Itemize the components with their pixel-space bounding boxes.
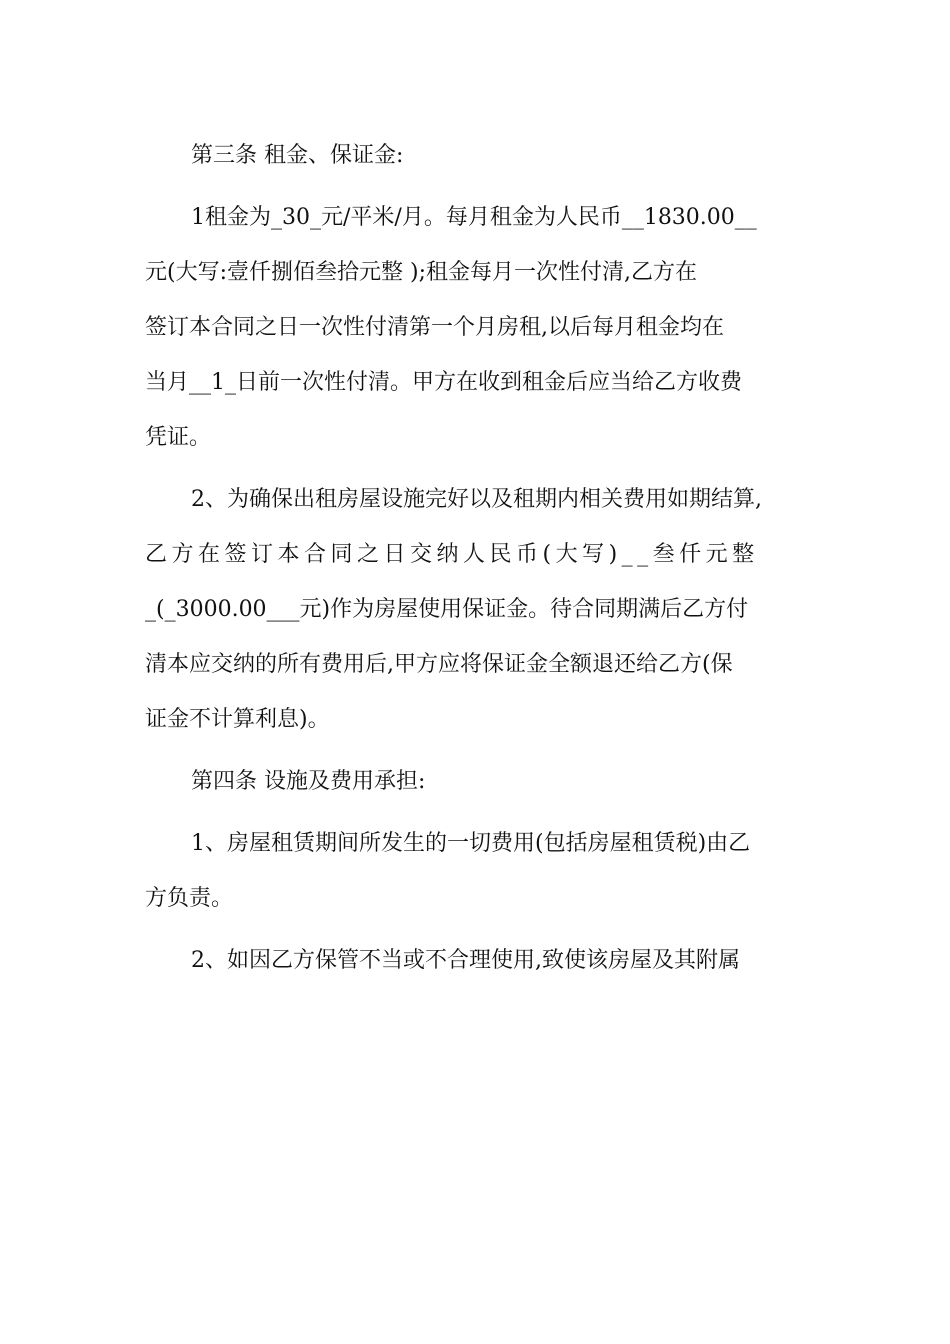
paragraph-line: 1租金为_30_元/平米/月。每月租金为人民币__1830.00__ [191, 205, 757, 230]
article-4-paragraph-1 [145, 816, 810, 926]
paragraph-line: 乙方在签订本合同之日交纳人民币(大写)__叁仟元整 [145, 542, 759, 567]
paragraph-line: 元(大写:壹仟捌佰叁拾元整 );租金每月一次性付清,乙方在 [145, 260, 697, 285]
paragraph-line: 签订本合同之日一次性付清第一个月房租,以后每月租金均在 [145, 315, 724, 340]
paragraph-line: 当月__1_日前一次性付清。甲方在收到租金后应当给乙方收费 [145, 370, 742, 395]
article-4-paragraph-2 [145, 933, 810, 988]
paragraph-line: 清本应交纳的所有费用后,甲方应将保证金全额退还给乙方(保 [145, 652, 733, 677]
article-3-heading: 第三条 租金、保证金: [191, 143, 404, 168]
paragraph-line: _(_3000.00___元)作为房屋使用保证金。待合同期满后乙方付 [145, 597, 749, 622]
paragraph-line: 方负责。 [145, 886, 234, 911]
paragraph-line: 1、房屋租赁期间所发生的一切费用(包括房屋租赁税)由乙 [191, 831, 751, 856]
article-3-paragraph-1 [145, 190, 810, 465]
paragraph-line: 2、为确保出租房屋设施完好以及租期内相关费用如期结算, [191, 487, 762, 512]
paragraph-line: 2、如因乙方保管不当或不合理使用,致使该房屋及其附属 [191, 948, 740, 973]
paragraph-line: 证金不计算利息)。 [145, 707, 330, 732]
article-3-paragraph-2 [145, 472, 810, 747]
document-body [145, 128, 810, 988]
article-4-heading: 第四条 设施及费用承担: [191, 769, 426, 794]
paragraph-line: 凭证。 [145, 425, 212, 450]
